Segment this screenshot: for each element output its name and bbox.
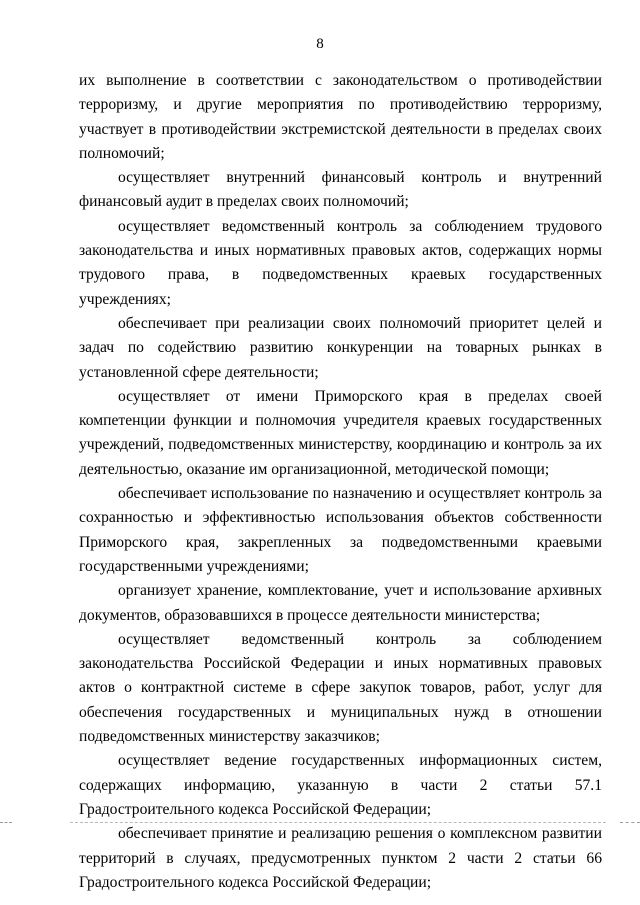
paragraph-procurement-control: осуществляет ведомственный контроль за соблюдением законодательства Российской Федерации и иных нормативных правовых актов о контрактной системе в сфере закупок товаров, работ, услуг для обеспечения государственных и муниципальных нужд в отношении подведомственных министерству заказчиков; <box>79 630 602 746</box>
paragraph-labor-control: осуществляет ведомственный контроль за соблюдением трудового законодательства и иных нормативных правовых актов, содержащих нормы трудового права, в подведомственных краевых государственных учреждениях; <box>79 217 602 308</box>
paragraph-founder-functions: осуществляет от имени Приморского края в пределах своей компетенции функции и полномочия учредителя краевых государственных учреждений, подведомственных министерству, координацию и контроль за их деятельностью, оказание им организационной, методической помощи; <box>79 387 602 478</box>
paragraph-territory-development: обеспечивает принятие и реализацию решения о комплексном развитии территорий в случаях, предусмотренных пунктом 2 части 2 статьи 66 Градостроительного кодекса Российской Федерации; <box>79 825 602 891</box>
document-body <box>79 69 602 895</box>
paragraph-archives: организует хранение, комплектование, учет и использование архивных документов, образовавшихся в процессе деятельности министерства; <box>79 582 602 624</box>
paragraph-information-systems: осуществляет ведение государственных информационных систем, содержащих информацию, указанную в части 2 статьи 57.1 Градостроительного кодекса Российской Федерации; <box>79 752 602 818</box>
paragraph-competition: обеспечивает при реализации своих полномочий приоритет целей и задач по содействию развитию конкуренции на товарных рынках в установленной сфере деятельности; <box>79 314 602 381</box>
paragraph-financial-control: осуществляет внутренний финансовый контроль и внутренний финансовый аудит в пределах своих полномочий; <box>79 169 602 211</box>
scan-artifact-line-center <box>70 822 606 823</box>
page-number: 8 <box>316 36 324 52</box>
scan-artifact-line-left <box>0 822 12 823</box>
paragraph-property-control: обеспечивает использование по назначению и осуществляет контроль за сохранностью и эффективностью использования объектов собственности Приморского края, закрепленных за подведомственными краевыми государственными учреждениями; <box>79 485 602 575</box>
scan-artifact-line-right <box>620 822 640 823</box>
paragraph-continued: их выполнение в соответствии с законодательством о противодействии терроризму, и другие мероприятия по противодействию терроризму, участвует в противодействии экстремистской деятельности в пределах своих полномочий; <box>79 72 602 162</box>
